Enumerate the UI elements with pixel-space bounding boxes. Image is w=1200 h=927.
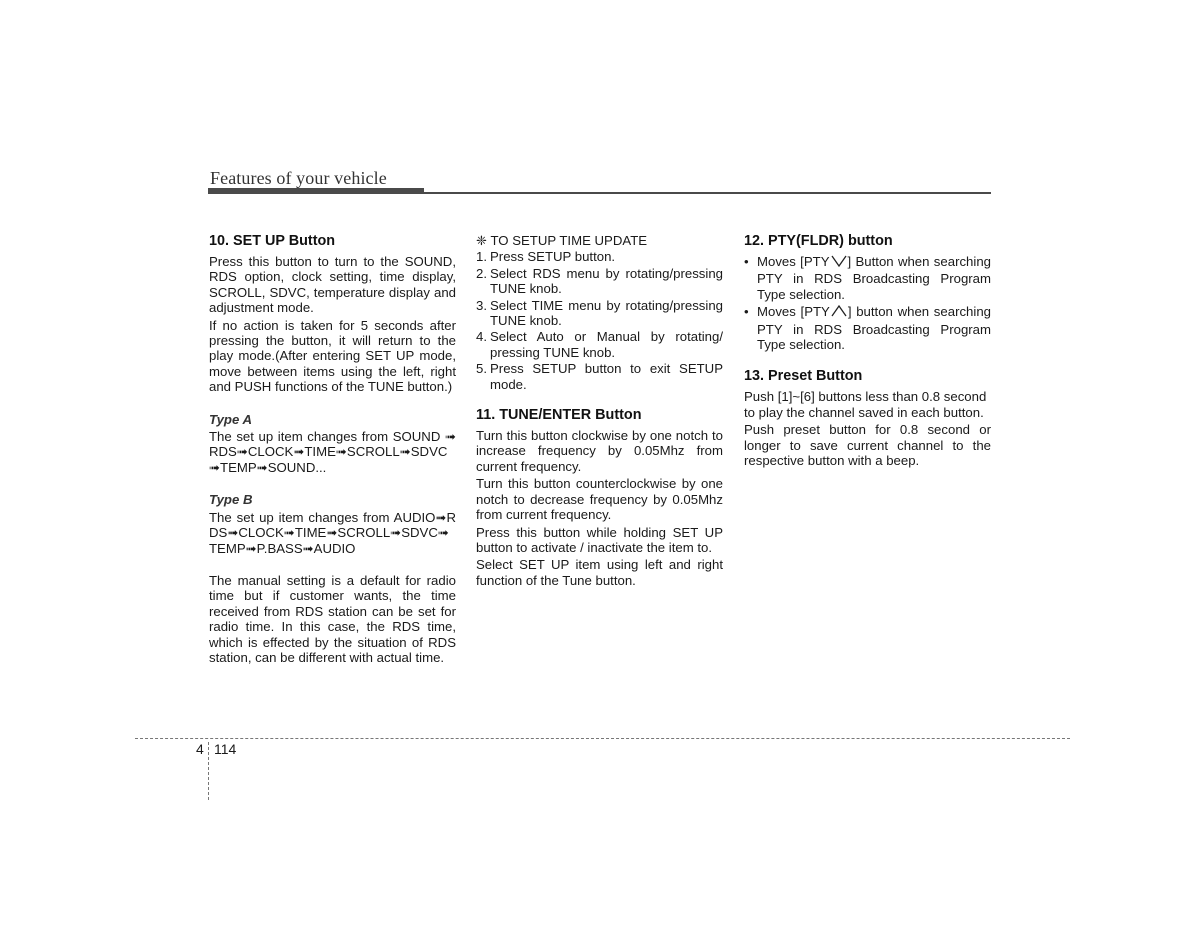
setup-paragraph-2: If no action is taken for 5 seconds after pressing the button, it will return to the play mode.(After entering SET UP mode, move between items using the left, right and PUSH functions of the TUNE button.) bbox=[209, 317, 456, 395]
setup-button-heading: 10. SET UP Button bbox=[209, 233, 336, 249]
page-number: 114 bbox=[214, 741, 237, 757]
footer-vertical-divider bbox=[208, 742, 209, 800]
pty-down-pre: Moves [PTY bbox=[757, 254, 830, 269]
setup-paragraph-1: Press this button to turn to the SOUND, RDS option, clock setting, time display, SCROLL, SDVC, temperature display and adjustment mode. bbox=[209, 254, 456, 316]
list-item: 2. Select RDS menu by rotating/pressing TUNE knob. bbox=[476, 265, 723, 297]
type-b-text: The set up item changes from AUDIO➟RDS➟CLOCK➟TIME➟SCROLL➟SDVC➟TEMP➟P.BASS➟AUDIO bbox=[209, 509, 456, 556]
pty-heading: 12. PTY(FLDR) button bbox=[744, 233, 893, 249]
preset-paragraph-1: Push [1]~[6] buttons less than 0.8 second to play the channel saved in each button. bbox=[744, 389, 987, 420]
header-rule-thin bbox=[424, 192, 991, 194]
type-a-label: Type A bbox=[209, 411, 252, 427]
column-middle bbox=[476, 233, 723, 590]
tune-enter-heading: 11. TUNE/ENTER Button bbox=[476, 407, 642, 424]
tune-paragraph-1: Turn this button clockwise by one notch to increase frequency by 0.05Mhz from current frequency. bbox=[476, 428, 723, 474]
chevron-up-icon bbox=[830, 304, 848, 321]
tune-paragraph-4: Select SET UP item using left and right function of the Tune button. bbox=[476, 557, 723, 588]
list-item: 5. Press SETUP button to exit SETUP mode. bbox=[476, 361, 723, 392]
pty-up-post: ] button when searching PTY in RDS Broadcasting Program Type selection. bbox=[757, 304, 991, 353]
column-left bbox=[209, 233, 456, 667]
page-header-title: Features of your vehicle bbox=[210, 168, 387, 188]
pty-bullets bbox=[744, 254, 991, 352]
tune-paragraph-3: Press this button while holding SET UP button to activate / inactivate the item to. bbox=[476, 524, 723, 555]
list-item: 3. Select TIME menu by rotating/pressing TUNE knob. bbox=[476, 297, 723, 329]
chapter-number: 4 bbox=[196, 741, 204, 757]
type-a-text: The set up item changes from SOUND ➟RDS➟CLOCK➟TIME➟SCROLL➟SDVC➟TEMP➟SOUND... bbox=[209, 429, 456, 475]
header-rule-thick bbox=[208, 188, 424, 194]
manual-setting-paragraph: The manual setting is a default for radio time but if customer wants, the time received from RDS station can be set for radio time. In this case, the RDS time, which is effected by the situation of RDS station, can be different with actual time. bbox=[209, 572, 456, 665]
column-right bbox=[744, 233, 991, 470]
preset-heading: 13. Preset Button bbox=[744, 368, 863, 385]
preset-paragraph-2: Push preset button for 0.8 second or longer to save current channel to the respective button with a beep. bbox=[744, 422, 991, 469]
list-item: 4. Select Auto or Manual by rotating/ pressing TUNE knob. bbox=[476, 329, 723, 360]
time-update-steps bbox=[476, 249, 723, 392]
time-update-title: ❈ TO SETUP TIME UPDATE bbox=[476, 233, 648, 248]
pty-down-post: ] Button when searching PTY in RDS Broadcasting Program Type selection. bbox=[757, 254, 991, 302]
chevron-down-icon bbox=[830, 254, 848, 271]
tune-paragraph-2: Turn this button counterclockwise by one notch to decrease frequency by 0.05Mhz from current frequency. bbox=[476, 476, 723, 523]
list-item: • Moves [PTY ] button when searching PTY in RDS Broadcasting Program Type selection. bbox=[744, 304, 991, 353]
type-b-label: Type B bbox=[209, 492, 253, 508]
list-item: 1. Press SETUP button. bbox=[476, 249, 616, 265]
pty-up-pre: Moves [PTY bbox=[757, 304, 830, 320]
list-item: • Moves [PTY ] Button when searching PTY in RDS Broadcasting Program Type selection. bbox=[744, 254, 991, 302]
footer-divider bbox=[135, 738, 1070, 739]
